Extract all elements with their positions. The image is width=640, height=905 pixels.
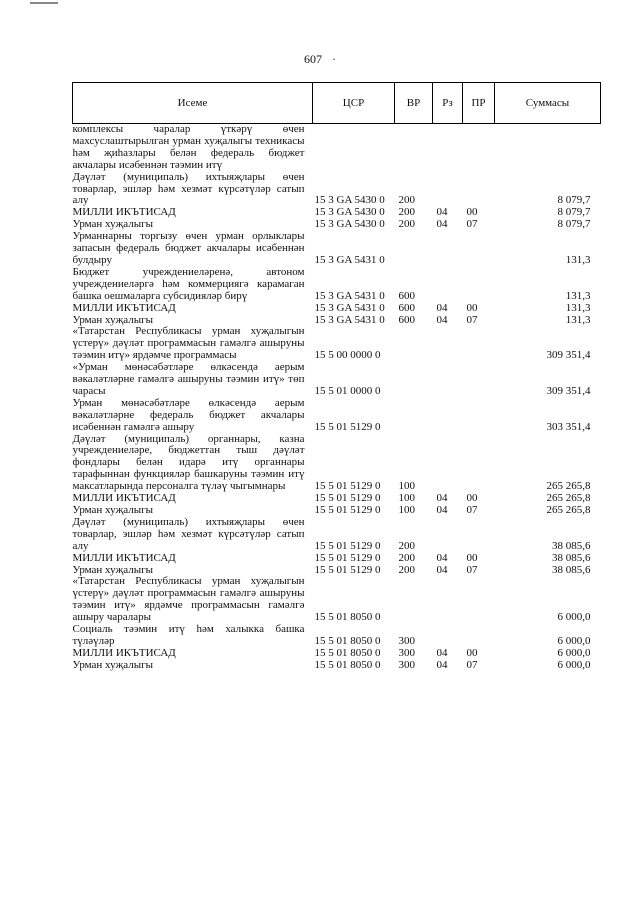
table-row (73, 434, 601, 494)
row-pr: 00 (466, 551, 478, 564)
row-pr (463, 267, 495, 303)
row-rz: 04 (436, 551, 448, 564)
row-csr: 15 5 00 0000 0 (314, 349, 381, 362)
row-rz (433, 172, 463, 208)
row-vr: 200 (398, 218, 415, 231)
row-pr (463, 576, 495, 624)
row-sum (495, 124, 601, 172)
row-sum: 8 079,7 (557, 194, 591, 207)
row-pr: 00 (466, 492, 478, 505)
row-csr: 15 5 01 8050 0 (314, 611, 381, 624)
row-sum: 131,3 (565, 313, 591, 326)
row-pr: 07 (466, 313, 478, 326)
header-vr: ВР (395, 83, 433, 124)
row-pr: 07 (466, 504, 478, 516)
row-name: «Татарстан Республикасы урман хуҗалыгын үстерү» дәүләт программасын гамәлгә ашыруны тәэмин итү» ярдәмче программасы (72, 325, 305, 362)
row-vr: 300 (398, 634, 415, 647)
row-csr: 15 3 GA 5431 0 (314, 313, 385, 326)
row-name: МИЛЛИ ИКЪТИСАД (72, 492, 176, 505)
table-row (73, 398, 601, 434)
row-rz: 04 (436, 563, 448, 576)
budget-table (72, 82, 601, 672)
row-name: МИЛЛИ ИКЪТИСАД (72, 646, 176, 659)
row-rz (433, 362, 463, 398)
row-csr: 15 5 01 8050 0 (314, 634, 381, 647)
row-sum: 6 000,0 (557, 658, 591, 671)
row-name: Урман хуҗалыгы (72, 504, 154, 516)
row-vr: 200 (398, 194, 415, 207)
row-sum: 131,3 (565, 253, 591, 266)
page-dot: · (332, 52, 336, 66)
page-number-text: 607 (304, 52, 322, 66)
row-csr: 15 3 GA 5431 0 (314, 253, 385, 266)
row-name: «Татарстан Республикасы урман хуҗалыгын үстерү» дәүләт программасын гамәлгә ашыруны тәэмин итү» ярдәмче программасын гамәлгә ашыру чаралары (72, 575, 305, 624)
row-vr (395, 576, 433, 624)
row-vr: 100 (398, 480, 415, 493)
row-name: МИЛЛИ ИКЪТИСАД (72, 206, 176, 219)
row-name: Урман мөнәсәбәтләре өлкәсендә аерым вәкаләтләрне федераль бюджет акчалары исәбеннән гамәлгә ашыру (72, 396, 305, 433)
row-pr: 07 (466, 658, 478, 671)
row-csr: 15 5 01 0000 0 (314, 384, 381, 397)
row-csr: 15 5 01 5129 0 (314, 480, 381, 493)
row-name: Урманнарны торгызу өчен урман орлыклары запасын федераль бюджет акчалары исәбеннән булдыру (72, 230, 305, 266)
row-rz (433, 124, 463, 172)
row-csr: 15 3 GA 5430 0 (314, 218, 385, 231)
row-rz: 04 (436, 658, 448, 671)
row-rz (433, 517, 463, 553)
row-csr: 15 5 01 8050 0 (314, 646, 381, 659)
table-row (73, 172, 601, 208)
row-name: «Урман мөнәсәбәтләре өлкәсендә аерым вәкаләтләрне гамәлгә ашыруны тәэмин итү» төп чарасы (72, 361, 305, 397)
row-name: Дәүләт (муниципаль) ихтыяҗлары өчен товарлар, эшләр һәм хезмәт күрсәтүләр сатып алу (72, 170, 305, 207)
row-pr (463, 362, 495, 398)
row-vr: 600 (398, 301, 415, 314)
row-csr: 15 3 GA 5431 0 (314, 289, 385, 302)
row-vr (395, 231, 433, 267)
table-row (73, 303, 601, 315)
row-sum: 6 000,0 (557, 611, 591, 624)
row-csr (313, 124, 395, 172)
row-name: Дәүләт (муниципаль) органнары, казна учреждениеләре, бюджеттан тыш дәүләт фондлары белән идарә итү органнары тарафыннан функцияләр башкаруны тәэмин итү максатларында персоналга түләү чыгымнары (72, 432, 305, 493)
row-rz (433, 267, 463, 303)
row-csr: 15 5 01 5129 0 (314, 504, 381, 516)
row-csr: 15 3 GA 5430 0 (314, 206, 385, 219)
header-pr: ПР (463, 83, 495, 124)
table-row (73, 624, 601, 648)
row-vr: 200 (398, 551, 415, 564)
row-pr: 00 (466, 646, 478, 659)
row-csr: 15 3 GA 5431 0 (314, 301, 385, 314)
row-name: Урман хуҗалыгы (72, 563, 154, 576)
row-rz (433, 624, 463, 648)
row-rz: 04 (436, 646, 448, 659)
row-vr (395, 124, 433, 172)
row-sum: 6 000,0 (557, 634, 591, 647)
row-sum: 38 085,6 (552, 539, 591, 552)
row-rz: 04 (436, 206, 448, 219)
row-sum: 265 265,8 (546, 492, 591, 505)
row-sum: 8 079,7 (557, 206, 591, 219)
row-vr: 300 (398, 646, 415, 659)
row-rz: 04 (436, 218, 448, 231)
row-vr (395, 362, 433, 398)
row-sum: 38 085,6 (552, 551, 591, 564)
row-rz (433, 326, 463, 362)
row-pr (463, 124, 495, 172)
table-row (73, 576, 601, 624)
header-csr: ЦСР (313, 83, 395, 124)
row-rz (433, 231, 463, 267)
row-vr: 200 (398, 563, 415, 576)
row-pr: 00 (466, 301, 478, 314)
header-sum: Суммасы (495, 83, 601, 124)
row-rz (433, 576, 463, 624)
table-row (73, 231, 601, 267)
row-vr: 200 (398, 206, 415, 219)
row-sum: 6 000,0 (557, 646, 591, 659)
row-vr: 100 (398, 504, 415, 516)
row-csr: 15 5 01 8050 0 (314, 658, 381, 671)
row-rz: 04 (436, 504, 448, 516)
row-vr: 100 (398, 492, 415, 505)
row-pr (463, 398, 495, 434)
table-row (73, 553, 601, 565)
row-sum: 265 265,8 (546, 504, 591, 516)
row-csr: 15 5 01 5129 0 (314, 563, 381, 576)
table-header-row (73, 83, 601, 124)
row-vr: 200 (398, 539, 415, 552)
header-name: Исеме (73, 83, 313, 124)
row-csr: 15 5 01 5129 0 (314, 539, 381, 552)
table-row (73, 660, 601, 672)
header-rz: Рз (433, 83, 463, 124)
row-rz: 04 (436, 492, 448, 505)
row-rz (433, 434, 463, 494)
table-row (73, 124, 601, 172)
table-body (73, 124, 601, 672)
row-rz: 04 (436, 301, 448, 314)
row-name: Социаль тәэмин итү һәм халыкка башка түләүләр (72, 623, 305, 647)
row-name: комплексы чаралар үткәрү өчен махсуслаштырылган урман хуҗалыгы техникасы һәм җиһазлары белән федераль бюджет акчалары исәбеннән тәэмин итү (72, 123, 305, 171)
row-sum: 303 351,4 (546, 420, 591, 433)
scan-corner-mark (30, 2, 58, 4)
row-pr (463, 231, 495, 267)
row-pr: 07 (466, 218, 478, 231)
row-pr: 00 (466, 206, 478, 219)
row-pr: 07 (466, 563, 478, 576)
table-row (73, 517, 601, 553)
page-number (0, 52, 640, 67)
table-row (73, 648, 601, 660)
row-pr (463, 624, 495, 648)
table-row (73, 362, 601, 398)
row-csr: 15 5 01 5129 0 (314, 420, 381, 433)
row-vr: 600 (398, 313, 415, 326)
row-name: МИЛЛИ ИКЪТИСАД (72, 301, 176, 314)
row-name: МИЛЛИ ИКЪТИСАД (72, 551, 176, 564)
row-csr: 15 3 GA 5430 0 (314, 194, 385, 207)
row-csr: 15 5 01 5129 0 (314, 492, 381, 505)
row-sum: 265 265,8 (546, 480, 591, 493)
row-vr (395, 326, 433, 362)
row-sum: 131,3 (565, 301, 591, 314)
row-pr (463, 434, 495, 494)
row-name: Урман хуҗалыгы (72, 313, 154, 326)
row-rz: 04 (436, 313, 448, 326)
table-row (73, 326, 601, 362)
row-sum: 309 351,4 (546, 384, 591, 397)
row-rz (433, 398, 463, 434)
row-vr (395, 398, 433, 434)
row-name: Бюджет учреждениеләренә, автоном учреждениеләргә һәм коммерциягә карамаган башка оешмаларга субсидияләр бирү (72, 265, 305, 302)
row-sum: 8 079,7 (557, 218, 591, 231)
row-sum: 131,3 (565, 289, 591, 302)
row-name: Урман хуҗалыгы (72, 218, 154, 231)
row-csr: 15 5 01 5129 0 (314, 551, 381, 564)
row-pr (463, 172, 495, 208)
row-pr (463, 326, 495, 362)
row-sum: 309 351,4 (546, 349, 591, 362)
row-vr: 300 (398, 658, 415, 671)
row-name: Урман хуҗалыгы (72, 658, 154, 671)
table-row (73, 267, 601, 303)
row-sum: 38 085,6 (552, 563, 591, 576)
row-name: Дәүләт (муниципаль) ихтыяҗлары өчен товарлар, эшләр һәм хезмәт күрсәтүләр сатып алу (72, 515, 305, 552)
row-vr: 600 (398, 289, 415, 302)
row-pr (463, 517, 495, 553)
